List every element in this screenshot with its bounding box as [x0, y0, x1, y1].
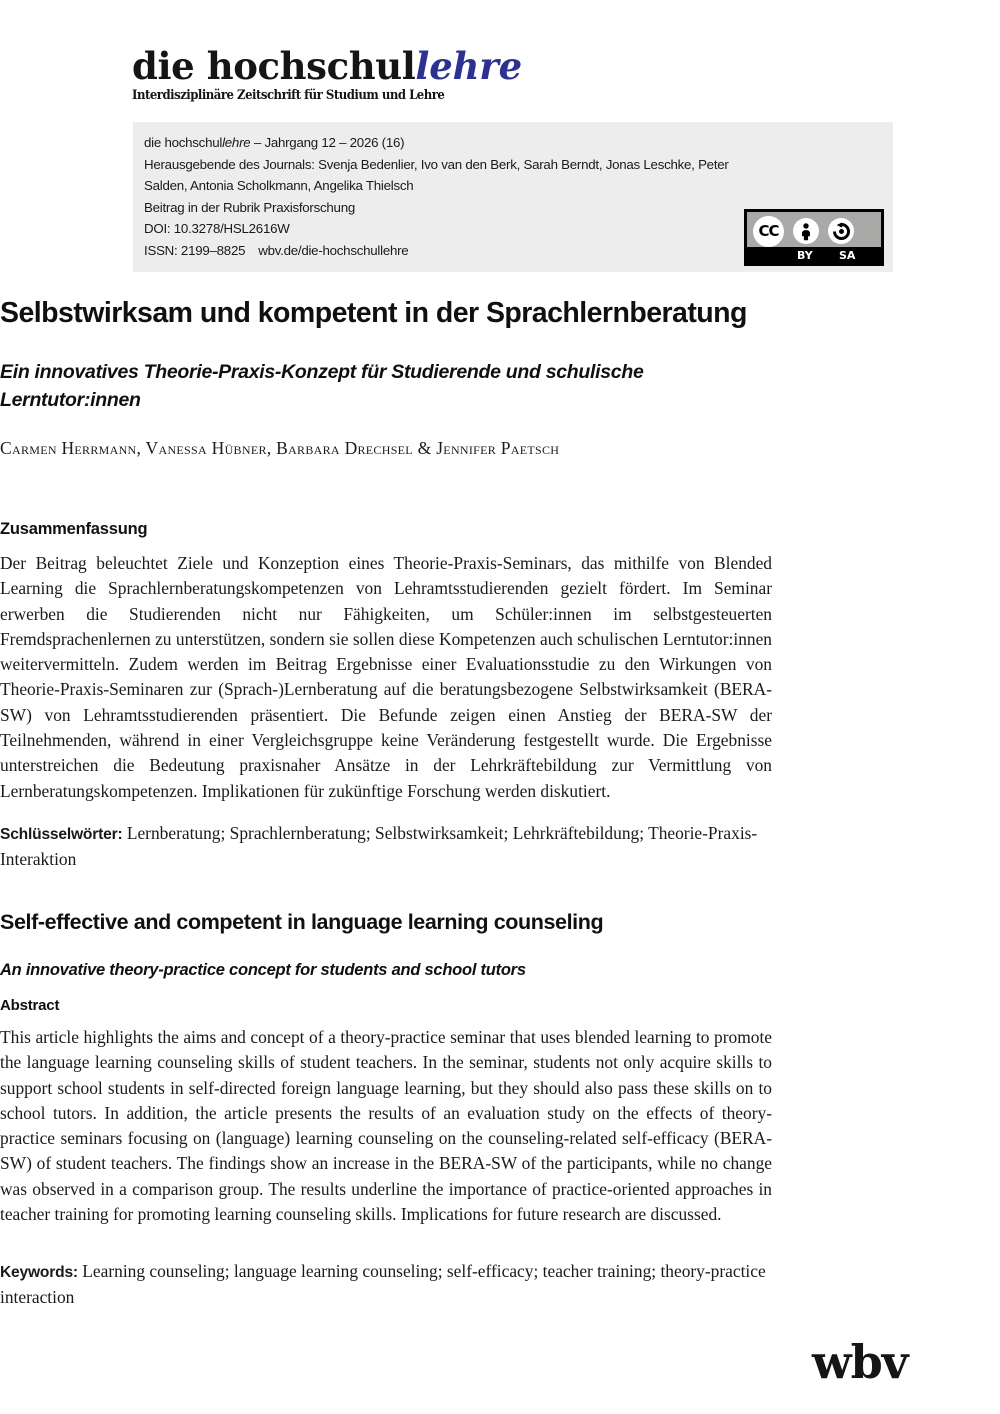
- masthead-editors-label: Herausgebende des Journals:: [144, 156, 315, 172]
- article-authors: Carmen Herrmann, Vanessa Hübner, Barbara Drechsel & Jennifer Paetsch: [0, 438, 560, 458]
- masthead-issn-line: [144, 240, 744, 262]
- attribution-person-icon: [793, 218, 819, 244]
- keywords-label-en: Keywords:: [0, 1264, 78, 1281]
- keywords-list-en: Learning counseling; language learning counseling; self-efficacy; teacher training; theory-practice interaction: [0, 1261, 766, 1308]
- masthead-issue-prefix: die hochschul: [144, 135, 223, 150]
- article-title-de: Selbstwirksam und kompetent in der Sprachlernberatung: [0, 297, 747, 329]
- journal-logo-main: die hochschul: [132, 44, 416, 88]
- publisher-logo-wbv: wbv: [812, 1335, 908, 1389]
- cc-by-sa-license-badge[interactable]: [744, 209, 884, 266]
- article-title-en: Self-effective and competent in language learning counseling: [0, 910, 604, 934]
- masthead-url[interactable]: wbv.de/die-hochschullehre: [258, 242, 409, 258]
- keywords-list-de: Lernberatung; Sprachlernberatung; Selbstwirksamkeit; Lehrkräftebildung; Theorie-Praxis-Interaktion: [0, 823, 758, 870]
- cc-icon-text: CC: [758, 221, 779, 240]
- masthead-section: Beitrag in der Rubrik Praxisforschung: [144, 199, 355, 215]
- masthead-editors-line: [144, 154, 744, 197]
- masthead-issue-line: [144, 132, 744, 154]
- keywords-en: [0, 1259, 772, 1311]
- cc-badge-labels: [747, 247, 881, 263]
- masthead-issue-suffix: – Jahrgang 12 – 2026 (16): [250, 135, 405, 150]
- creative-commons-icon: [753, 216, 784, 247]
- masthead-text: [144, 132, 744, 261]
- masthead-doi: DOI: 10.3278/HSL2616W: [144, 221, 290, 236]
- article-subtitle-de: Ein innovatives Theorie-Praxis-Konzept für Studierende und schulische Lerntutor:innen: [0, 361, 644, 411]
- article-subtitle-en: An innovative theory-practice concept for students and school tutors: [0, 961, 526, 979]
- journal-logo: [132, 46, 772, 102]
- cc-sa-label: SA: [839, 248, 856, 262]
- cc-by-label: BY: [797, 248, 813, 262]
- journal-logo-wordmark: [132, 46, 772, 86]
- keywords-label-de: Schlüsselwörter:: [0, 826, 123, 843]
- cc-badge-icons: [747, 212, 881, 250]
- journal-logo-accent: lehre: [415, 44, 522, 88]
- keywords-de: [0, 821, 772, 873]
- masthead-issue-accent: lehre: [222, 135, 251, 150]
- abstract-body-en: This article highlights the aims and concept of a theory-practice seminar that uses blended learning to promote the language learning counseling skills of student teachers. In the seminar, students not only acquire skills to support school students in self-directed foreign language learning, but they should also pass these skills on to school tutors. In addition, the article presents the results of an evaluation study on the effects of theory-practice seminars focusing on (language) learning counseling on the counseling-related self-efficacy (BERA-SW) of student teachers. The findings show an increase in the BERA-SW of the participants, while no change was observed in a comparison group. The results underline the importance of practice-oriented approaches in teacher training for promoting learning counseling skills. Implications for future research are discussed.: [0, 1027, 772, 1225]
- abstract-body-de: Der Beitrag beleuchtet Ziele und Konzeption eines Theorie-Praxis-Seminars, das mithilfe von Blended Learning die Sprachlernberatungskompetenzen von Lehramtsstudierenden gezielt fördert. Im Seminar erwerben die Studierenden nicht nur Fähigkeiten, um Schüler:innen im selbstgesteuerten Fremdsprachenlernen zu unterstützen, sondern sie sollen diese Kompetenzen auch schulischen Lerntutor:innen weitervermitteln. Zudem werden im Beitrag Ergebnisse einer Evaluationsstudie zu den Wirkungen von Theorie-Praxis-Seminaren zur (Sprach-)Lernberatung auf die beratungsbezogene Selbstwirksamkeit (BERA-SW) von Lehramtsstudierenden präsentiert. Die Befunde zeigen einen Anstieg der BERA-SW der Teilnehmenden, während in einer Vergleichsgruppe keine Veränderung festgestellt wurde. Die Ergebnisse unterstreichen die Bedeutung praxisnaher Ansätze in der Lehrkräftebildung zur Vermittlung von Lernberatungskompetenzen. Implikationen für zukünftige Forschung werden diskutiert.: [0, 553, 772, 801]
- masthead-editors-names: Svenja Bedenlier, Ivo van den Berk, Sarah Berndt, Jonas Leschke, Peter Salden, Antonia Scholkmann, Angelika Thielsch: [144, 156, 729, 193]
- abstract-heading-en: Abstract: [0, 997, 60, 1014]
- journal-tagline: Interdisziplinäre Zeitschrift für Studium und Lehre: [132, 87, 445, 102]
- share-alike-icon: [828, 218, 854, 244]
- masthead-issn: ISSN: 2199–8825: [144, 242, 246, 258]
- abstract-heading-de: Zusammenfassung: [0, 520, 148, 538]
